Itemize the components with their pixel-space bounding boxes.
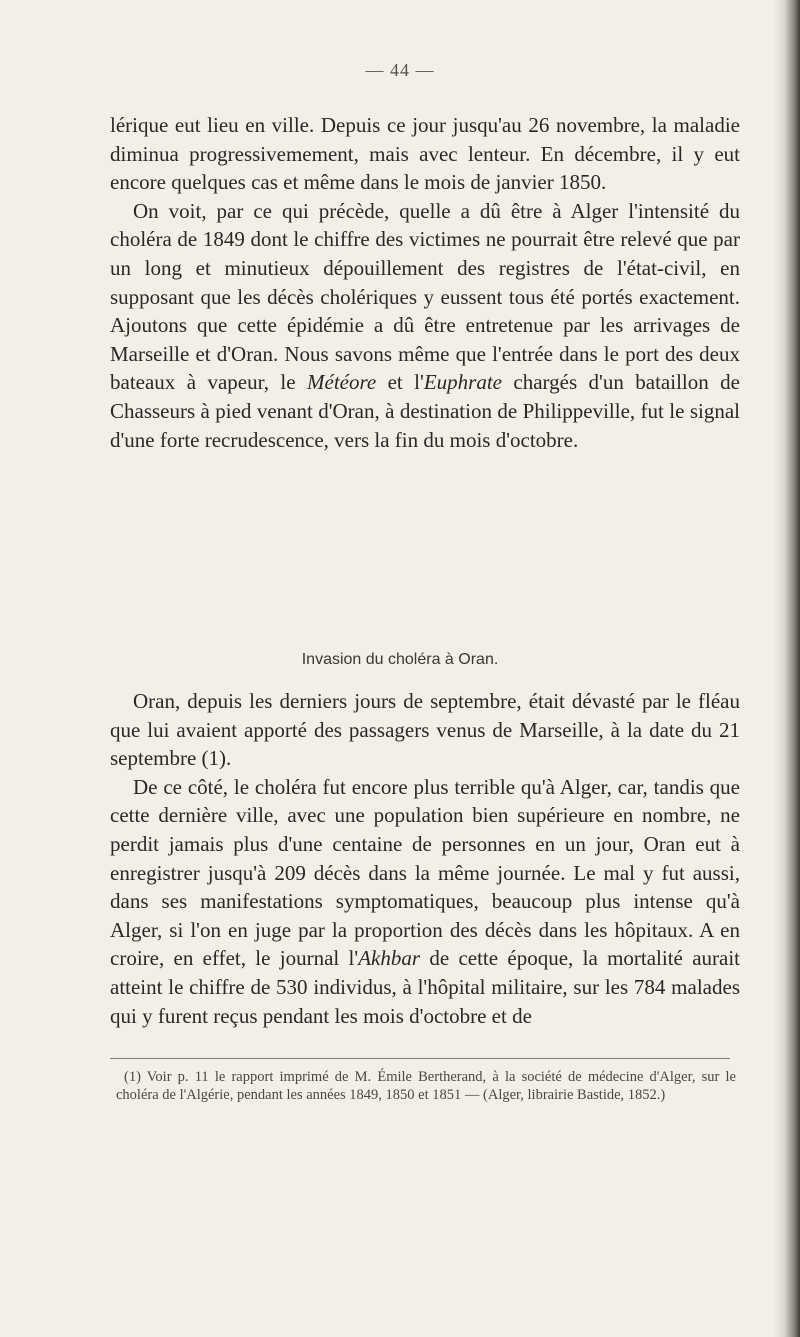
text-section-1 xyxy=(110,111,740,454)
paragraph xyxy=(110,197,740,454)
footnote-separator xyxy=(110,1058,730,1059)
journal-name: Akhbar xyxy=(358,946,421,971)
text-run: chargés d'un bataillon de Chasseurs à pied venant d'Oran, à destination de Philippeville, fut le signal d'une forte recrudescence, vers la fin du mois d'octobre. xyxy=(110,370,740,452)
text-run: et l' xyxy=(376,370,424,395)
paragraph: lérique eut lieu en ville. Depuis ce jour jusqu'au 26 novembre, la maladie diminua progressivemement, mais avec lenteur. En décembre, il y eut encore quelques cas et même dans le mois de janvier 1850. xyxy=(110,113,740,195)
page-number: — 44 — xyxy=(365,60,435,80)
text-run: de cette époque, la mortalité aurait atteint le chiffre de 530 individus, à l'hôpital militaire, sur les 784 malades qui y furent reçus pendant les mois d'octobre et de xyxy=(110,946,740,1028)
ship-name: Météore xyxy=(307,370,377,395)
text-run: On voit, par ce qui précède, quelle a dû être à Alger l'intensité du choléra de 1849 dont le chiffre des victimes ne pourrait être relevé que par un long et minutieux dépouillement des registres de l'état-civil, en supposant que les décès cholériques y eussent tous été portés exactement. Ajoutons que cette épidémie a dû être entretenue par les arrivages de Marseille et d'Oran. Nous savons même que l'entrée dans le port des deux bateaux à vapeur, le xyxy=(110,198,740,395)
footnote-text: (1) Voir p. 11 le rapport imprimé de M. Émile Bertherand, à la société de médecine d'Alger, sur le choléra de l'Algérie, pendant les années 1849, 1850 et 1851 — (Alger, librairie Bastide, 1852.) xyxy=(116,1069,736,1103)
footnote xyxy=(116,1068,736,1104)
section-heading: Invasion du choléra à Oran. xyxy=(301,651,499,668)
text-section-2 xyxy=(110,687,740,1030)
paragraph xyxy=(110,773,740,1030)
ship-name: Euphrate xyxy=(423,370,502,395)
paragraph: Oran, depuis les derniers jours de septembre, était dévasté par le fléau que lui avaient apporté des passagers venus de Marseille, à la date du 21 septembre (1). xyxy=(110,689,740,771)
text-run: De ce côté, le choléra fut encore plus terrible qu'à Alger, car, tandis que cette dernière ville, avec une population bien supérieure en nombre, ne perdit jamais plus d'une centaine de personnes en un jour, Oran eut à enregistrer jusqu'à 209 décès dans la même journée. Le mal y fut aussi, dans ses manifestations symptomatiques, beaucoup plus intense qu'à Alger, si l'on en juge par la proportion des décès dans les hôpitaux. A en croire, en effet, le journal l' xyxy=(110,774,740,971)
